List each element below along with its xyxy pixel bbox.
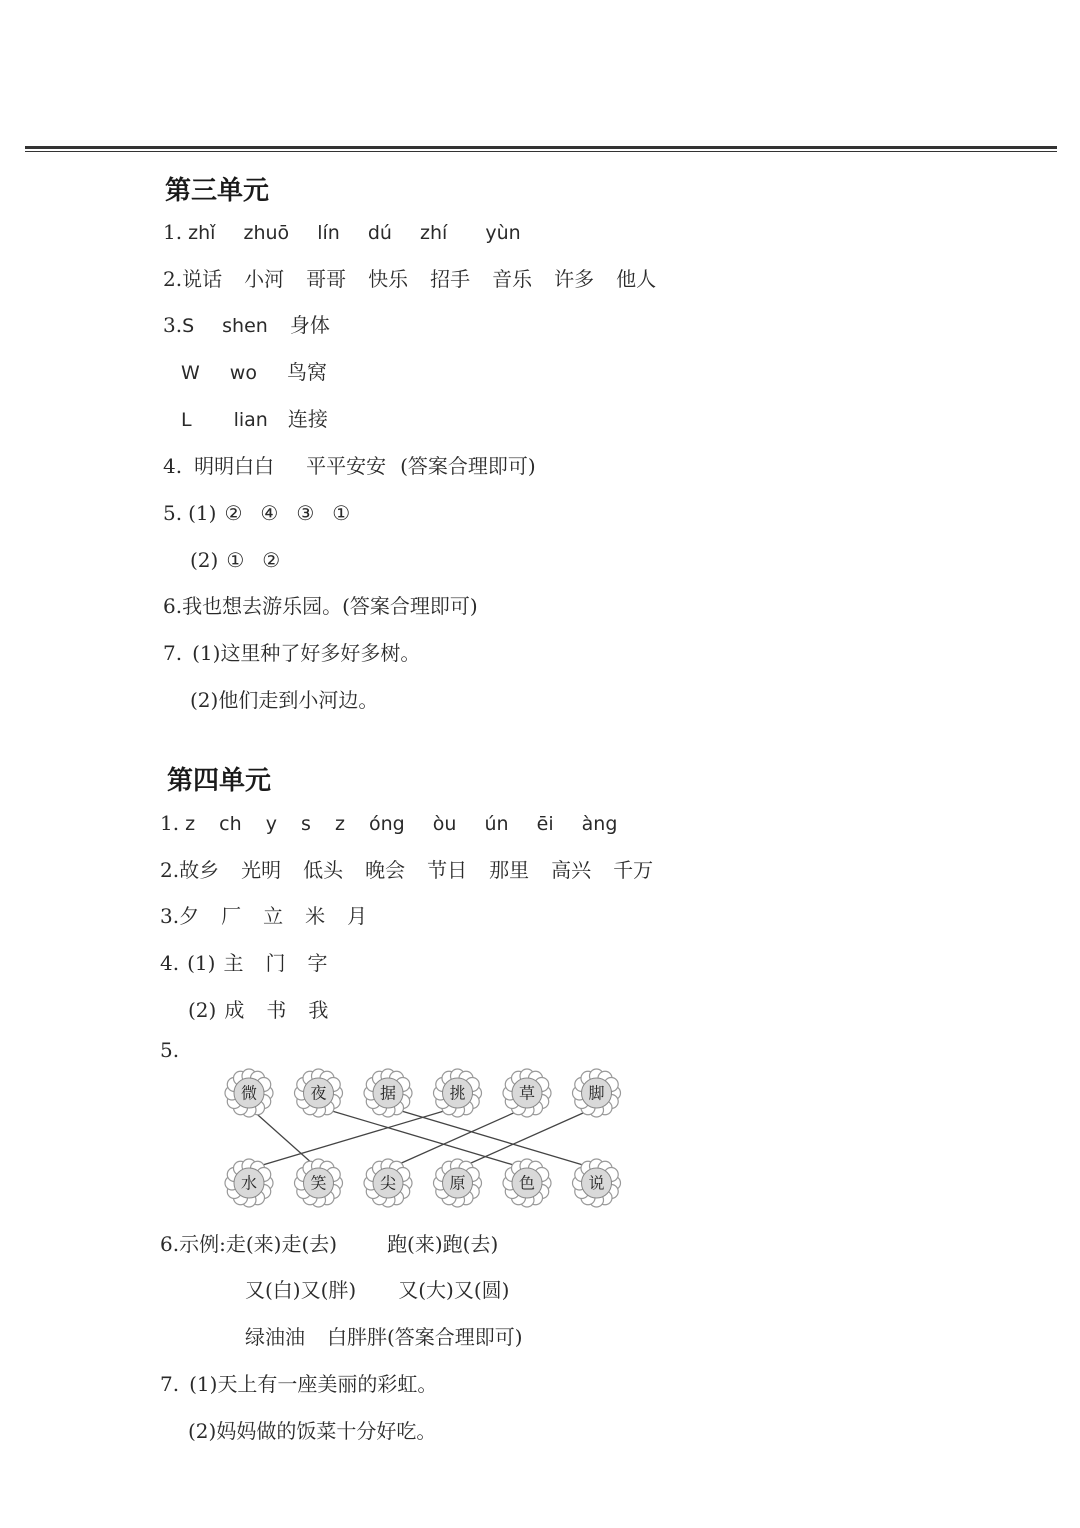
word: 鸟窝 xyxy=(286,360,327,384)
word: 节日 xyxy=(427,858,468,882)
unit4-q7-row1 xyxy=(160,1371,437,1397)
syllable: lian xyxy=(233,409,268,431)
circled-number: ③ xyxy=(296,501,315,525)
pinyin: óng xyxy=(369,813,405,835)
word: 音乐 xyxy=(492,267,533,291)
header-rule-thick xyxy=(25,146,1057,149)
unit4-q2 xyxy=(160,857,653,883)
syllable: shen xyxy=(222,315,268,337)
flower-character: 尖 xyxy=(379,1173,397,1193)
word: 小河 xyxy=(244,267,285,291)
flower-character: 夜 xyxy=(310,1083,327,1103)
circled-number: ① xyxy=(226,548,245,572)
matching-diagram xyxy=(210,1062,640,1222)
answer-note: (答案合理即可) xyxy=(342,594,478,618)
q-number: 2. xyxy=(160,858,180,882)
pinyin: lín xyxy=(317,222,340,244)
sub-label: (1) xyxy=(188,501,217,525)
circled-number: ② xyxy=(224,501,243,525)
example-word: 又(白)又(胖) xyxy=(245,1278,357,1302)
q-number: 1. xyxy=(160,811,180,835)
flower-bottom xyxy=(503,1159,551,1207)
flower-character: 脚 xyxy=(588,1083,605,1103)
flower-character: 草 xyxy=(518,1083,536,1103)
sub-label: (1) xyxy=(189,1372,218,1396)
character: 主 xyxy=(223,951,244,975)
unit3-q3-row1 xyxy=(163,312,330,339)
flower-character: 据 xyxy=(379,1083,397,1103)
example-word: 跑(来)跑(去) xyxy=(387,1232,499,1256)
unit3-q3-row2 xyxy=(181,359,327,386)
sub-label: (2) xyxy=(190,688,219,712)
header-rule-thin xyxy=(25,151,1057,152)
unit4-q1 xyxy=(160,810,617,837)
flower-bottom xyxy=(364,1159,412,1207)
pinyin: zhuō xyxy=(243,222,290,244)
q-number: 4. xyxy=(160,951,180,975)
circled-number: ② xyxy=(262,548,281,572)
example-word: 绿油油 xyxy=(245,1325,305,1349)
word: 他人 xyxy=(616,267,657,291)
character: 夕 xyxy=(179,904,200,928)
flower-top xyxy=(503,1069,551,1117)
character: 我 xyxy=(308,998,329,1022)
q-number: 7. xyxy=(160,1372,180,1396)
answer-note: (答案合理即可) xyxy=(387,1325,523,1349)
unit3-q3-row3 xyxy=(181,406,328,433)
character: 厂 xyxy=(221,904,242,928)
character: 米 xyxy=(305,904,326,928)
match-line xyxy=(249,1107,319,1169)
example-word: 又(大)又(圆) xyxy=(398,1278,510,1302)
pinyin: z xyxy=(185,813,196,835)
unit3-q4 xyxy=(163,453,536,479)
unit3-q2 xyxy=(163,266,656,292)
word: 说话 xyxy=(182,267,223,291)
unit3-title: 第三单元 xyxy=(165,176,270,206)
q-number: 7. xyxy=(163,641,183,665)
q-number: 1. xyxy=(163,220,183,244)
flower-top xyxy=(364,1069,412,1117)
q-number: 6. xyxy=(160,1232,180,1256)
pinyin: dú xyxy=(367,222,392,244)
word: 快乐 xyxy=(368,267,409,291)
word: 低头 xyxy=(303,858,344,882)
q-number: 2. xyxy=(163,267,183,291)
unit4-q4-row1 xyxy=(160,950,327,976)
pinyin: ch xyxy=(219,813,242,835)
syllable: wo xyxy=(229,362,257,384)
circled-number: ④ xyxy=(260,501,279,525)
unit4-q7-row2 xyxy=(188,1418,436,1444)
example-word: 白胖胖 xyxy=(327,1325,387,1349)
answer-note: (答案合理即可) xyxy=(400,454,536,478)
unit3-q5-row2 xyxy=(190,547,280,573)
sub-label: (2) xyxy=(188,998,217,1022)
pinyin: yùn xyxy=(485,222,521,244)
q-number: 3. xyxy=(163,313,183,337)
pinyin: àng xyxy=(581,813,618,835)
flower-character: 说 xyxy=(588,1173,605,1193)
word: 平平安安 xyxy=(306,454,387,478)
word: 招手 xyxy=(430,267,471,291)
sentence: 我也想去游乐园。 xyxy=(182,594,343,618)
letter: W xyxy=(181,362,200,384)
word: 光明 xyxy=(241,858,282,882)
match-line xyxy=(249,1107,458,1169)
flower-top xyxy=(573,1069,621,1117)
example-prefix: 示例: xyxy=(179,1232,226,1256)
circled-number: ① xyxy=(332,501,351,525)
letter: S xyxy=(182,315,195,337)
flower-bottom xyxy=(573,1159,621,1207)
word: 哥哥 xyxy=(306,267,347,291)
word: 那里 xyxy=(489,858,530,882)
sentence: 妈妈做的饭菜十分好吃。 xyxy=(216,1419,437,1443)
word: 许多 xyxy=(554,267,595,291)
q-number: 4. xyxy=(163,454,183,478)
flower-bottom xyxy=(434,1159,482,1207)
word: 高兴 xyxy=(551,858,592,882)
flower-bottom xyxy=(295,1159,343,1207)
character: 成 xyxy=(224,998,245,1022)
sentence: 他们走到小河边。 xyxy=(218,688,379,712)
word: 身体 xyxy=(289,313,330,337)
pinyin: ēi xyxy=(536,813,554,835)
sub-label: (1) xyxy=(192,641,221,665)
word: 故乡 xyxy=(179,858,220,882)
match-line xyxy=(319,1107,528,1169)
unit4-q6-row3 xyxy=(245,1324,523,1350)
pinyin: z xyxy=(334,813,345,835)
flower-character: 微 xyxy=(240,1083,258,1103)
flower-character: 水 xyxy=(240,1173,258,1193)
flower-top xyxy=(434,1069,482,1117)
sentence: 这里种了好多好多树。 xyxy=(220,641,421,665)
word: 连接 xyxy=(287,407,328,431)
unit4-q3 xyxy=(160,903,367,929)
unit3-q7-row2 xyxy=(190,687,378,713)
q-number: 6. xyxy=(163,594,183,618)
q-number: 5. xyxy=(163,501,183,525)
unit4-q4-row2 xyxy=(188,997,328,1023)
sub-label: (2) xyxy=(190,548,219,572)
unit3-q1 xyxy=(163,219,521,246)
sub-label: (1) xyxy=(187,951,216,975)
q-number: 3. xyxy=(160,904,180,928)
pinyin: y xyxy=(265,813,277,835)
flower-top xyxy=(295,1069,343,1117)
sub-label: (2) xyxy=(188,1419,217,1443)
unit4-q5-number: 5. xyxy=(160,1038,180,1062)
unit4-title: 第四单元 xyxy=(167,766,272,796)
pinyin: s xyxy=(301,813,311,835)
word: 晚会 xyxy=(365,858,406,882)
unit3-q7-row1 xyxy=(163,640,420,666)
character: 月 xyxy=(347,904,368,928)
unit3-q5-row1 xyxy=(163,500,350,526)
flower-character: 原 xyxy=(449,1173,466,1193)
sentence: 天上有一座美丽的彩虹。 xyxy=(217,1372,438,1396)
unit4-q6-row2 xyxy=(245,1277,509,1303)
example-word: 走(来)走(去) xyxy=(225,1232,338,1256)
unit3-q6 xyxy=(163,593,478,619)
character: 字 xyxy=(307,951,328,975)
letter: L xyxy=(181,409,192,431)
flower-character: 笑 xyxy=(310,1173,327,1193)
flower-bottom xyxy=(225,1159,273,1207)
pinyin: zhǐ xyxy=(188,222,216,244)
flower-character: 挑 xyxy=(449,1083,466,1103)
match-line xyxy=(388,1107,597,1169)
pinyin: ún xyxy=(484,813,509,835)
word: 千万 xyxy=(613,858,654,882)
pinyin: zhí xyxy=(420,222,448,244)
unit4-q6-row1 xyxy=(160,1231,498,1257)
character: 立 xyxy=(263,904,284,928)
character: 书 xyxy=(266,998,287,1022)
flower-top xyxy=(225,1069,273,1117)
character: 门 xyxy=(265,951,286,975)
word: 明明白白 xyxy=(194,454,275,478)
flower-character: 色 xyxy=(518,1173,536,1193)
pinyin: òu xyxy=(432,813,457,835)
